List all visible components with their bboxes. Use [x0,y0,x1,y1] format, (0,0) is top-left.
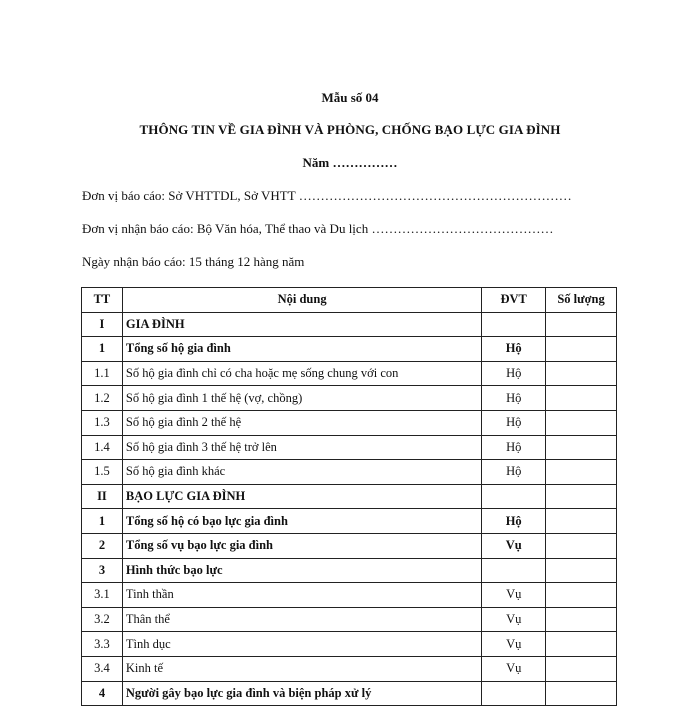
row-number-cell: 1.5 [82,460,123,485]
row-content-cell: Số hộ gia đình chỉ có cha hoặc mẹ sống chung với con [122,361,481,386]
row-number-cell: 1 [82,337,123,362]
header-content: Nội dung [122,288,481,313]
row-content-cell: Số hộ gia đình 1 thế hệ (vợ, chồng) [122,386,481,411]
table-row [82,361,617,386]
row-unit-cell: Hộ [482,386,546,411]
receiving-unit: Đơn vị nhận báo cáo: Bộ Văn hóa, Thể thao và Du lịch …………………………………… [82,221,554,236]
table-row [82,484,617,509]
table-row [82,607,617,632]
row-quantity-cell[interactable] [546,558,617,583]
row-unit-cell: Vụ [482,632,546,657]
reporting-unit: Đơn vị báo cáo: Sở VHTTDL, Sở VHTT ……………………………………………………… [82,188,572,203]
row-unit-cell: Hộ [482,460,546,485]
row-number-cell: 3.1 [82,583,123,608]
row-unit-cell [482,312,546,337]
row-content-cell: Tinh thần [122,583,481,608]
table-row [82,337,617,362]
row-number-cell: 3.2 [82,607,123,632]
row-quantity-cell[interactable] [546,484,617,509]
table-row [82,558,617,583]
row-quantity-cell[interactable] [546,681,617,706]
report-table [81,287,617,706]
row-unit-cell [482,681,546,706]
table-row [82,386,617,411]
row-number-cell: 1.2 [82,386,123,411]
row-content-cell: Người gây bạo lực gia đình và biện pháp xử lý [122,681,481,706]
row-content-cell: Tổng số vụ bạo lực gia đình [122,533,481,558]
row-quantity-cell[interactable] [546,583,617,608]
table-row [82,435,617,460]
row-number-cell: 1.3 [82,410,123,435]
header-unit: ĐVT [482,288,546,313]
row-quantity-cell[interactable] [546,656,617,681]
table-row [82,656,617,681]
row-unit-cell: Vụ [482,607,546,632]
row-unit-cell: Hộ [482,410,546,435]
table-header-row [82,288,617,313]
row-unit-cell [482,484,546,509]
row-quantity-cell[interactable] [546,435,617,460]
form-number: Mẫu số 04 [321,90,379,105]
row-number-cell: I [82,312,123,337]
row-content-cell: Số hộ gia đình khác [122,460,481,485]
header-tt: TT [82,288,123,313]
table-row [82,583,617,608]
table-row [82,509,617,534]
row-quantity-cell[interactable] [546,533,617,558]
row-number-cell: 4 [82,681,123,706]
header-quantity: Số lượng [546,288,617,313]
row-quantity-cell[interactable] [546,607,617,632]
table-body [82,312,617,706]
row-content-cell: GIA ĐÌNH [122,312,481,337]
row-content-cell: Tình dục [122,632,481,657]
row-content-cell: Kinh tế [122,656,481,681]
table-row [82,312,617,337]
row-quantity-cell[interactable] [546,361,617,386]
row-number-cell: 2 [82,533,123,558]
row-content-cell: BẠO LỰC GIA ĐÌNH [122,484,481,509]
row-quantity-cell[interactable] [546,410,617,435]
row-number-cell: II [82,484,123,509]
row-unit-cell: Hộ [482,509,546,534]
table-row [82,681,617,706]
row-unit-cell [482,558,546,583]
row-content-cell: Tổng số hộ có bạo lực gia đình [122,509,481,534]
row-number-cell: 3 [82,558,123,583]
table-row [82,460,617,485]
row-unit-cell: Hộ [482,337,546,362]
row-unit-cell: Vụ [482,656,546,681]
row-number-cell: 3.4 [82,656,123,681]
row-quantity-cell[interactable] [546,386,617,411]
row-number-cell: 3.3 [82,632,123,657]
row-quantity-cell[interactable] [546,312,617,337]
row-quantity-cell[interactable] [546,509,617,534]
row-content-cell: Tổng số hộ gia đình [122,337,481,362]
row-unit-cell: Vụ [482,583,546,608]
row-content-cell: Số hộ gia đình 2 thế hệ [122,410,481,435]
row-number-cell: 1.1 [82,361,123,386]
table-row [82,410,617,435]
row-quantity-cell[interactable] [546,632,617,657]
row-content-cell: Số hộ gia đình 3 thế hệ trở lên [122,435,481,460]
report-year: Năm …………… [302,155,398,170]
receive-date: Ngày nhận báo cáo: 15 tháng 12 hàng năm [82,254,305,269]
row-content-cell: Thân thể [122,607,481,632]
row-unit-cell: Vụ [482,533,546,558]
row-number-cell: 1 [82,509,123,534]
row-unit-cell: Hộ [482,435,546,460]
document-title: THÔNG TIN VỀ GIA ĐÌNH VÀ PHÒNG, CHỐNG BẠO LỰC GIA ĐÌNH [139,122,561,137]
table-row [82,533,617,558]
row-quantity-cell[interactable] [546,460,617,485]
row-number-cell: 1.4 [82,435,123,460]
row-quantity-cell[interactable] [546,337,617,362]
table-row [82,632,617,657]
row-unit-cell: Hộ [482,361,546,386]
row-content-cell: Hình thức bạo lực [122,558,481,583]
